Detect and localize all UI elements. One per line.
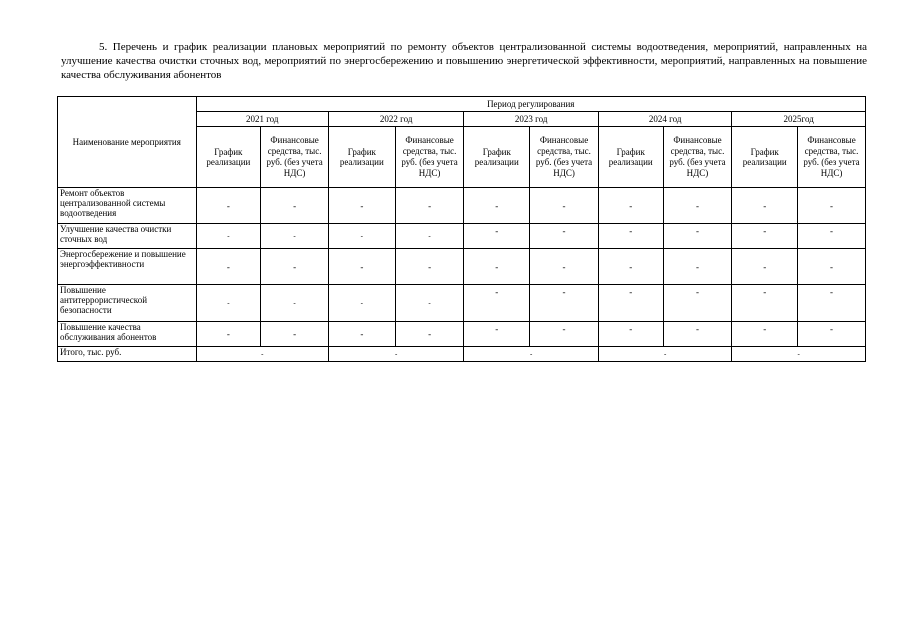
finance-header: Финансовые средства, тыс. руб. (без учета НДС) [395, 127, 464, 188]
value-cell: - [196, 188, 261, 224]
table-row [58, 224, 866, 249]
value-cell: - [663, 322, 732, 347]
table-row [58, 249, 866, 285]
value-cell: - [598, 285, 663, 322]
value-cell: - [464, 285, 530, 322]
value-cell: - [328, 224, 395, 249]
measure-name: Энергосбережение и повышение энергоэффективности [58, 249, 197, 285]
value-cell: - [328, 249, 395, 285]
total-value-2024: - [598, 347, 731, 362]
measure-name: Ремонт объектов централизованной системы водоотведения [58, 188, 197, 224]
value-cell: - [530, 249, 599, 285]
value-cell: - [798, 249, 866, 285]
value-cell: - [798, 188, 866, 224]
value-cell: - [261, 224, 329, 249]
value-cell: - [196, 224, 261, 249]
total-value-2022: - [328, 347, 463, 362]
year-header-2024: 2024 год [598, 112, 731, 127]
value-cell: - [196, 285, 261, 322]
value-cell: - [530, 322, 599, 347]
value-cell: - [395, 224, 464, 249]
value-cell: - [395, 322, 464, 347]
schedule-header: График реализации [328, 127, 395, 188]
finance-header: Финансовые средства, тыс. руб. (без учета НДС) [798, 127, 866, 188]
total-label: Итого, тыс. руб. [58, 347, 197, 362]
finance-header: Финансовые средства, тыс. руб. (без учета НДС) [663, 127, 732, 188]
value-cell: - [464, 224, 530, 249]
schedule-header: График реализации [732, 127, 798, 188]
value-cell: - [464, 188, 530, 224]
table-row [58, 322, 866, 347]
value-cell: - [798, 224, 866, 249]
total-value-2025: - [732, 347, 866, 362]
value-cell: - [732, 188, 798, 224]
value-cell: - [530, 224, 599, 249]
value-cell: - [663, 188, 732, 224]
value-cell: - [663, 285, 732, 322]
value-cell: - [196, 249, 261, 285]
value-cell: - [798, 322, 866, 347]
value-cell: - [261, 322, 329, 347]
name-column-header: Наименование мероприятия [58, 97, 197, 188]
value-cell: - [732, 322, 798, 347]
table-row [58, 188, 866, 224]
measure-name: Повышение антитеррористической безопасности [58, 285, 197, 322]
measure-name: Улучшение качества очистки сточных вод [58, 224, 197, 249]
value-cell: - [328, 322, 395, 347]
value-cell: - [395, 188, 464, 224]
value-cell: - [598, 188, 663, 224]
year-header-2022: 2022 год [328, 112, 463, 127]
total-row [58, 347, 866, 362]
value-cell: - [261, 249, 329, 285]
value-cell: - [261, 285, 329, 322]
finance-header: Финансовые средства, тыс. руб. (без учета НДС) [530, 127, 599, 188]
finance-header: Финансовые средства, тыс. руб. (без учета НДС) [261, 127, 329, 188]
total-value-2023: - [464, 347, 598, 362]
year-header-2025: 2025год [732, 112, 866, 127]
value-cell: - [732, 285, 798, 322]
value-cell: - [732, 224, 798, 249]
value-cell: - [598, 224, 663, 249]
section-heading: 5. Перечень и график реализации плановых мероприятий по ремонту объектов централизованной системы водоотведения, мероприятий, направленных на улучшение качества очистки сточных вод, мероприятий по энергосбережению и повышению энергетической эффективности, мероприятий, направленных на повышение качества обслуживания абонентов [61, 41, 867, 81]
value-cell: - [196, 322, 261, 347]
value-cell: - [328, 285, 395, 322]
value-cell: - [530, 188, 599, 224]
year-header-2021: 2021 год [196, 112, 328, 127]
year-header-2023: 2023 год [464, 112, 598, 127]
value-cell: - [261, 188, 329, 224]
measures-table [57, 96, 866, 362]
value-cell: - [328, 188, 395, 224]
value-cell: - [663, 224, 732, 249]
value-cell: - [663, 249, 732, 285]
value-cell: - [464, 322, 530, 347]
value-cell: - [395, 249, 464, 285]
schedule-header: График реализации [196, 127, 261, 188]
value-cell: - [395, 285, 464, 322]
schedule-header: График реализации [598, 127, 663, 188]
period-header: Период регулирования [196, 97, 865, 112]
measure-name: Повышение качества обслуживания абонентов [58, 322, 197, 347]
total-value-2021: - [196, 347, 328, 362]
table-row [58, 285, 866, 322]
value-cell: - [798, 285, 866, 322]
value-cell: - [598, 322, 663, 347]
value-cell: - [598, 249, 663, 285]
schedule-header: График реализации [464, 127, 530, 188]
value-cell: - [530, 285, 599, 322]
value-cell: - [464, 249, 530, 285]
value-cell: - [732, 249, 798, 285]
